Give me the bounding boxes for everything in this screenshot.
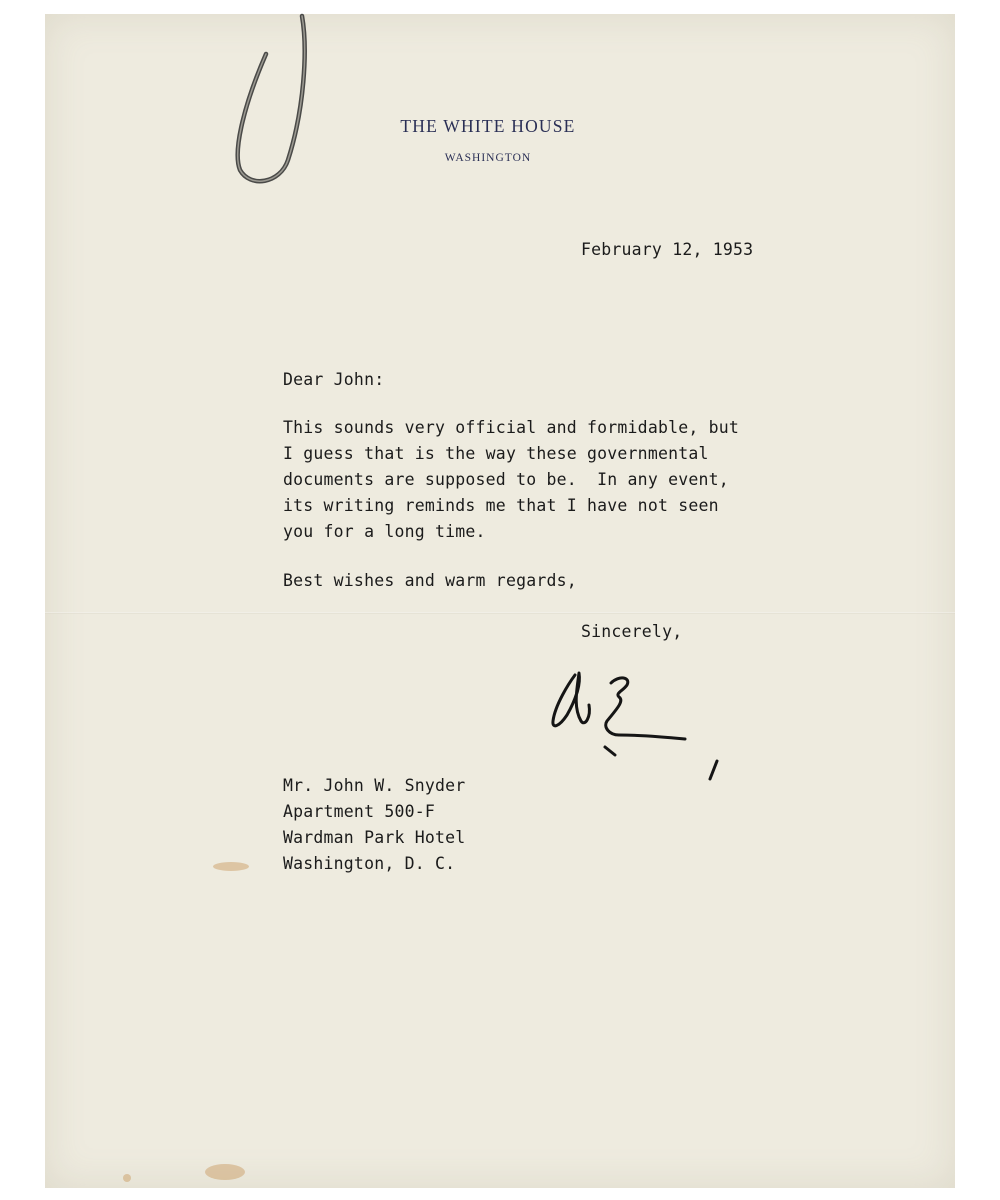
stain-spot [205,1164,245,1180]
letterhead-subtitle: WASHINGTON [444,152,532,164]
letterhead-title: THE WHITE HOUSE [400,116,576,136]
stain-spot [213,862,249,871]
address-line: Wardman Park Hotel [283,828,466,847]
signoff: Sincerely, [581,622,683,641]
closing-line: Best wishes and warm regards, [283,571,577,590]
body-line: its writing reminds me that I have not seen [283,496,719,515]
stain-spot [123,1174,131,1182]
address-line: Mr. John W. Snyder [283,776,466,795]
body-line: This sounds very official and formidable, but [283,418,740,437]
signature-mark [545,655,745,785]
body-line: I guess that is the way these governmental [283,444,709,463]
fold-line [45,612,955,614]
salutation: Dear John: [283,370,385,389]
address-line: Apartment 500-F [283,802,436,821]
body-line: documents are supposed to be. In any event, [283,470,729,489]
address-line: Washington, D. C. [283,854,456,873]
body-line: you for a long time. [283,522,486,541]
letter-date: February 12, 1953 [581,240,754,259]
letter-paper [45,14,955,1188]
